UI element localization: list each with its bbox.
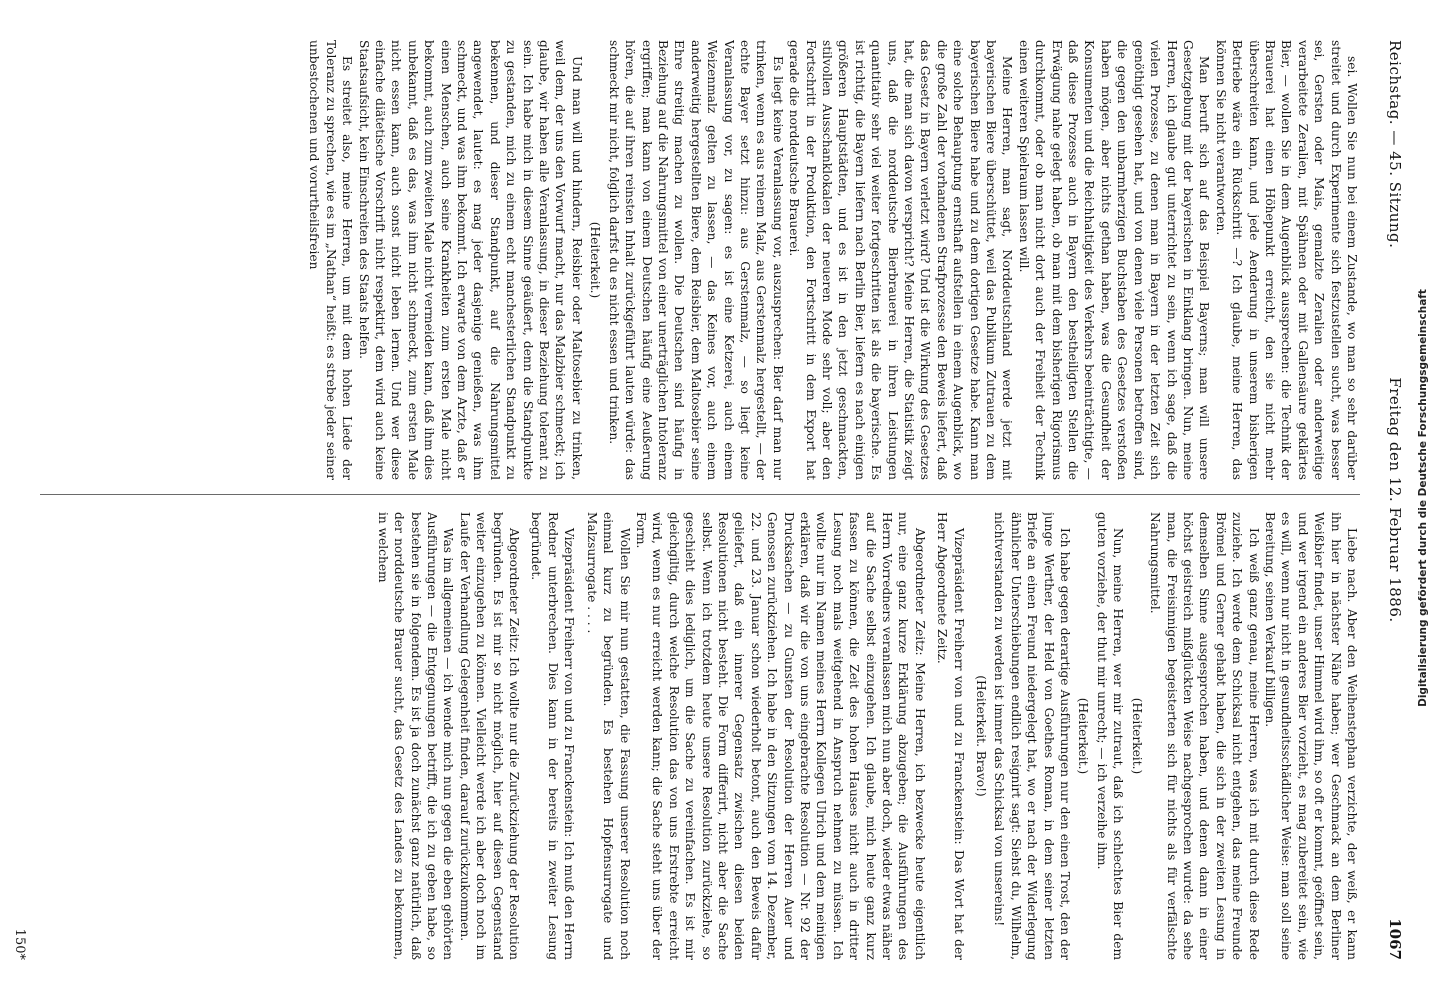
column-left (40, 40, 1360, 480)
page-number: 1067 (1386, 918, 1404, 960)
column-right (40, 512, 1360, 960)
interjection: (Heiterkeit.) (1076, 697, 1091, 775)
signature-mark: 150* (12, 928, 27, 960)
paragraph: Meine Herren, man sagt, Norddeutschland werde jetzt mit bayerischen Biere überschüttet, weil das Publikum Zutrauen zu dem bayerischen Biere habe und zu dem dortigen Gesetze habe. Kann man eine solche Behauptung ernsthaft aufstellen in einem Augenblick, wo die große Zahl der vorhandenen Strafprozesse den Beweis liefert, daß das Gesetz in Bayern verletzt wird? Und ist die Wirkung des Gesetzes hat, die man sich davon verspricht? Meine Herren, die Statistik zeigt uns, daß die norddeutsche Bierbrauerei in ihren Leistungen quantitativ sehr viel weiter fortgeschritten ist als die bayerische. Es ist richtig, die Bayern liefern nach Berlin Bier, liefern es nach einigen größeren Hauptstädten, und es ist in den jetzt geschmackten, stilvollen Ausschanklokalen der neueren Mode sehr voll; aber den Fortschritt in der Produktion, den Fortschritt in dem Export hat gerade die norddeutsche Brauerei. (787, 40, 1015, 480)
paragraph: Ich habe gegen derartige Ausführungen nur den einen Trost, den der junge Werther, der Held von Goethes Roman, in dem seiner letzten Briefe an einen Freund niedergelegt hat, wo er nach der Widerlegung ähnlicher Unterschiebungen endlich resignirt sagt: Siehst du, Wilhelm, nichtverstanden zu werden ist immer das Schicksal von unsereins! (992, 512, 1073, 960)
paragraph: sei. Wollen Sie nun bei einem Zustande, wo man so sehr darüber streitet und durch Experimente sich festzustellen sucht, was besser sei, Gersten oder Mais, gemalzte Zeralien oder anderweitige verarbeitete Zeralien, mit Spähnen oder mit Gallensäure geklärtes Bier, — wollen Sie in dem Augenblick aussprechen: die Technik der Brauerei hat einen Höhepunkt erreicht, den sie nicht mehr überschreiten kann, und jede Aenderung in unserem bisherigen Betriebe wäre ein Rückschritt —? Ich glaube, meine Herren, das können Sie nicht verantworten. (1213, 40, 1359, 480)
paragraph: Es streitet also, meine Herren, um mit dem hohen Liede der Toleranz zu sprechen, wie es im „Nathan“ heißt: es strebe jeder seiner unbestochenen und vorurtheilsfreien (307, 40, 355, 480)
paragraph: Man beruft sich auf das Beispiel Bayerns; man will unsere Gesetzgebung mit der bayerischen in Einklang bringen. Nun, meine Herren, ich glaube gut unterrichtet zu sein, wenn ich sage, daß die vielen Prozesse, zu denen man in Bayern in der letzten Zeit sich genöthigt gesehen hat, und von denen viele Personen betroffen sind, die gegen den unbarmherzigen Buchstaben des Gesetzes verstoßen haben mögen, aber nichts gethan haben, was die Gesundheit der Konsumenten und die Reichhaltigkeit des Verkehrs beeinträchtigte, — daß diese Prozesse auch in Bayern den bestheiligten Stellen die Erwägung nahe gelegt haben, ob man mit dem bisherigen Rigorismus durchkommt, oder ob man nicht dort auch der Freiheit der Technik einen weiteren Spielraum lassen will. (1016, 40, 1212, 480)
interjection: (Heiterkeit. Bravo!) (974, 675, 989, 797)
speaker-paragraph: Vizepräsident Freiherr von und zu Franckenstein: Das Wort hat der Herr Abgeordnete Zeitz. (935, 512, 966, 960)
paragraph: Wollen Sie mir nun gestatten, die Fassung unserer Resolution noch einmal kurz zu begründen. Es bestehen Hopfensurrogate und Malzsurrogate . . . . (584, 512, 632, 960)
header-center: Freitag den 12. Februar 1886. (1386, 377, 1404, 623)
paragraph: Nun, meine Herren, wer mir zutraut, daß ich schlechtes Bier dem guten vorziehe, der thut mir unrecht; — ich verzeihe ihm. (1094, 512, 1126, 960)
paragraph: Was im allgemeinen — ich wende mich nun gegen die eben gehörten Ausführungen — die Entgegnungen betrifft, die ich zu geben habe, so bestehen sie in folgendem. Es ist ja doch zunächst ganz natürlich, daß der norddeutsche Brauer sucht, das Gesetz des Landes zu bekommen, in welchem (375, 512, 456, 960)
speaker-paragraph: Vizepräsident Freiherr von und zu Franckenstein: Ich muß den Herrn Redner unterbrechen. Dies kann in der bereits in zweiter Lesung begründet. (529, 512, 577, 960)
paragraph: Es liegt keine Veranlassung vor, auszusprechen: Bier darf man nur trinken, wenn es aus reinem Malz, aus Gerstenmalz hergestellt, — der echte Bayer setzt hinzu: aus Gerstenmalz, — so liegt keine Veranlassung vor, zu sagen: es ist eine Ketzerei, auch einem Weizenmalz gelten zu lassen, — das Keines vor, auch einem anderweitig hergestellten Biere, dem Reisbier, dem Maltosebier seine Ehre streitig machen zu wollen. Die Deutschen sind häufig in Beziehung auf die Nahrungsmittel von einer unerträglichen Intoleranz ergriffen; man kann von einem Deutschen häufig eine Aeußerung hören, die auf ihren reinsten Inhalt zurückgeführt lauten würde: das schmeckt mir nicht, folglich darfst du es nicht essen und trinken. (606, 40, 785, 480)
interjection: (Heiterkeit.) (1129, 697, 1144, 775)
header-left: Reichstag. — 45. Sitzung. (1386, 40, 1404, 249)
digitization-note (1416, 8, 1430, 988)
column-rule (40, 494, 1360, 495)
interjection: (Heiterkeit.) (588, 221, 603, 299)
paragraph: Und man will und hindern, Reisbier oder Maltosebier zu trinken, weil dem, der uns den Vorwurf macht, nur das Malzbier schmeckt; ich glaube, wir haben alle Veranlassung, in dieser Beziehung tolerant zu sein. Ich habe mich in diesem Sinne geäußert, denn die Standpunkte zu gestanden, mich zu einem echt manchesterlichen Standpunkt zu bekennen, und dieser Standpunkt, auf die Nahrungsmittel angewendet, lautet: es mag jeder dasjenige genießen, was ihm schmeckt, und was ihm bekommt. Ich erwarte von dem Arzte, daß er einen Menschen, auch seine Krankheiten zum ersten Male nicht bekommt, auch zum zweiten Male nicht vermeiden kann, daß ihm dies unbekannt, daß es das, was ihm nicht schmeckt, zum ersten Male nicht essen kann, auch sonst nicht leben lernen. Und wer diese einfache diätetische Vorschrift nicht respektirt, dem wird auch keine Staatsaufsicht, kein Einschreiten des Staats helfen. (356, 40, 584, 480)
digitization-note-text: Digitalisierung gefördert durch die Deutsche Forschungsgemeinschaft (1417, 289, 1429, 707)
paragraph: Ich weiß ganz genau, meine Herren, was ich mit durch diese Rede zuziehe. Ich werde dem Schicksal nicht entgehen, das meine Freunde Brömel und Gerner gehabt haben, die sich in der zweiten Lesung in demselben Sinne ausgesprochen haben, und denen dann in einer höchst geistreich mißglückten Weise nachgesprochen wurde: da sehe man, die Freisinnigen begeisterten sich für nichts als für verfälschte Nahrungsmittel. (1148, 512, 1261, 960)
speaker-paragraph: Abgeordneter Zeitz: Ich wollte nur die Zurückziehung der Resolution begründen. Es ist mir so nicht möglich, hier auf diesen Gegenstand weiter einzugehen zu können. Vielleicht werde ich aber doch noch im Laufe der Verhandlung Gelegenheit finden, darauf zurückzukommen. (457, 512, 522, 960)
speaker-paragraph: Abgeordneter Zeitz: Meine Herren, ich bezwecke heute eigentlich nur, eine ganz kurze Erklärung abzugeben; die Ausführungen des Herrn Vorredners veranlassen mich nun aber doch, wieder etwas näher auf die Sache selbst einzugehen. Ich glaube, mich heute ganz kurz fassen zu können, die Zeit des hohen Hauses nicht auch in dritter Lesung noch mals weitgehend in Anspruch nehmen zu müssen. Ich wollte nur im Namen meines Herrn Kollegen Ulrich und dem meinigen erklären, daß wir die von uns eingebrachte Resolution — Nr. 92 der Drucksachen — zu Gunsten der Resolution der Herren Auer und Genossen zurückziehen. Ich habe in den Sitzungen vom 14. Dezember, 22. und 23. Januar schon wiederholt betont, auch den Beweis dafür geliefert, daß ein innerer Gegensatz zwischen diesen beiden Resolutionen nicht besteht. Die Form differirt, nicht aber die Sache selbst. Wenn ich trotzdem heute unsere Resolution zurückziehe, so geschieht dies lediglich, um die Sache zu vereinfachen. Es ist mir gleichgiltig, durch welche Resolution das von uns Erstrebte erreicht wird, wenn es nur erreicht werden kann; die Sache steht uns über der Form. (633, 512, 927, 960)
page-header (1376, 40, 1404, 960)
paragraph: Liebe nach. Aber den Weihenstephan verzichte, der weiß, er kann ihn hier in nächster Nähe haben; wer Geschmack an dem Berliner Weißbier findet, unser Himmel wird ihm, so oft er kommt, geöffnet sein, und wer irgend ein anderes Bier vorzieht, es mag zubereitet sein, wie es will, wenn nur nicht in gesundheitsschädlicher Weise: man soll seine Bereitung, seinen Verkauf billigen. (1262, 512, 1359, 960)
